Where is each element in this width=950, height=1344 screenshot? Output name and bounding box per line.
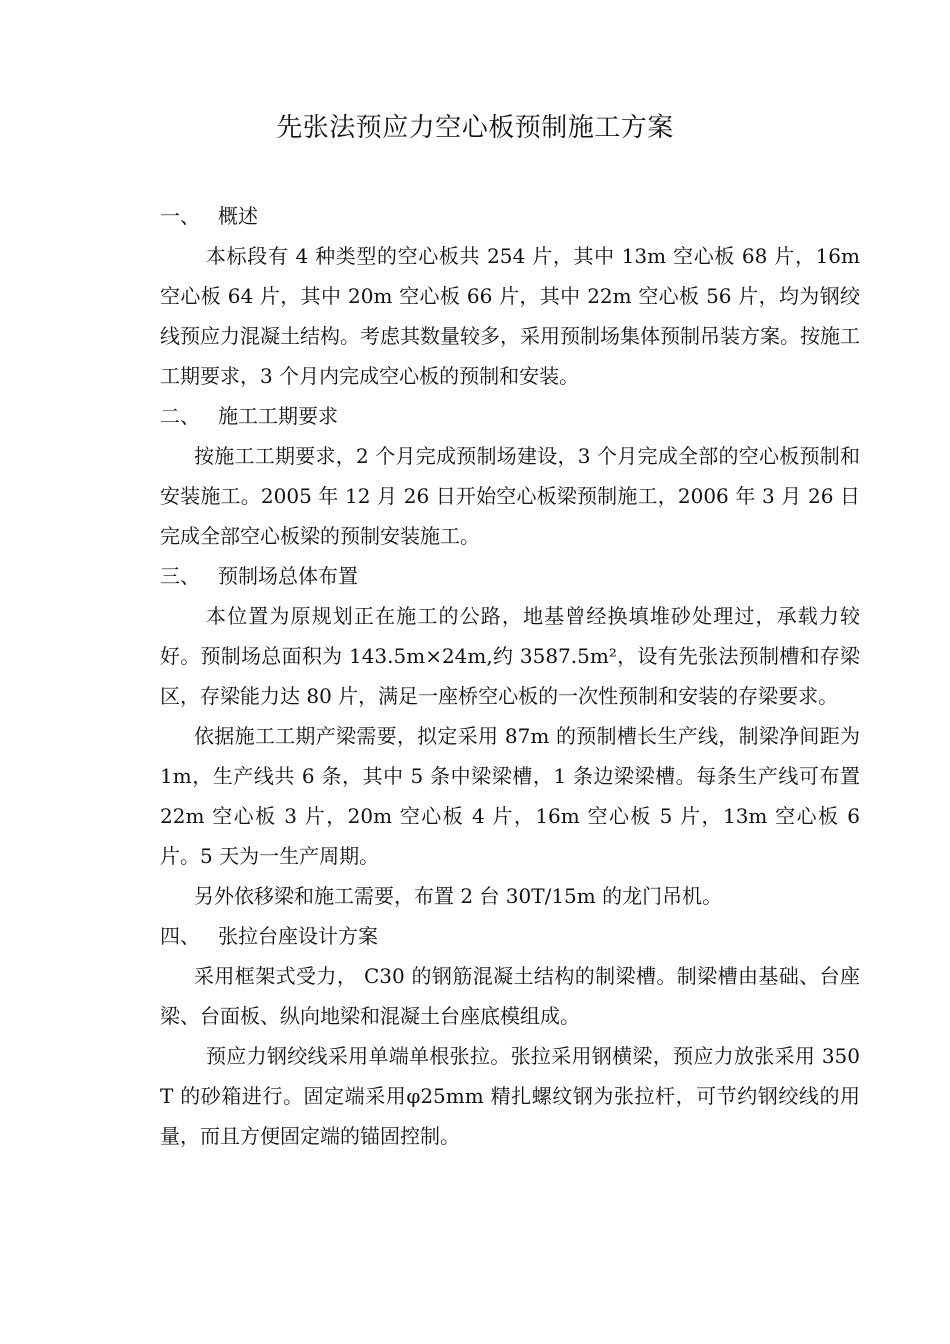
section-title: 预制场总体布置 — [218, 564, 358, 588]
paragraph: 本位置为原规划正在施工的公路，地基曾经换填堆砂处理过，承载力较好。预制场总面积为 143.5m×24m,约 3587.5m²，设有先张法预制槽和存梁区，存梁能力达 80 片，满足一座桥空心板的一次性预制和安装的存梁要求。 — [160, 604, 860, 708]
paragraph: 本标段有 4 种类型的空心板共 254 片，其中 13m 空心板 68 片，16m 空心板 64 片，其中 20m 空心板 66 片，其中 22m 空心板 56 片，均为钢绞线预应力混凝土结构。考虑其数量较多，采用预制场集体预制吊装方案。按施工工期要求，3 个月内完成空心板的预制和安装。 — [160, 244, 860, 388]
paragraph: 预应力钢绞线采用单端单根张拉。张拉采用钢横梁，预应力放张采用 350T 的砂箱进行。固定端采用φ25mm 精扎螺纹钢为张拉杆，可节约钢绞线的用量，而且方便固定端的锚固控制。 — [160, 1044, 860, 1148]
paragraph: 采用框架式受力， C30 的钢筋混凝土结构的制梁槽。制梁槽由基础、台座梁、台面板、纵向地梁和混凝土台座底模组成。 — [160, 964, 860, 1028]
section-title: 张拉台座设计方案 — [218, 924, 378, 948]
section-number: 三、 — [160, 564, 200, 588]
paragraph: 另外依移梁和施工需要，布置 2 台 30T/15m 的龙门吊机。 — [194, 884, 723, 908]
section-number: 四、 — [160, 924, 200, 948]
section-title: 概述 — [218, 204, 258, 228]
paragraph: 按施工工期要求，2 个月完成预制场建设，3 个月完成全部的空心板预制和安装施工。2005 年 12 月 26 日开始空心板梁预制施工，2006 年 3 月 26 日完成全部空心板梁的预制安装施工。 — [160, 444, 860, 548]
section-title: 施工工期要求 — [218, 404, 338, 428]
section-number: 二、 — [160, 404, 200, 428]
section-heading-layout — [160, 556, 860, 596]
document-body — [160, 196, 860, 1156]
section-number: 一、 — [160, 204, 200, 228]
section-heading-overview — [160, 196, 860, 236]
document-title: 先张法预应力空心板预制施工方案 — [276, 113, 674, 143]
section-heading-pedestal-design — [160, 916, 860, 956]
paragraph: 依据施工工期产梁需要，拟定采用 87m 的预制槽长生产线，制梁净间距为 1m，生产线共 6 条，其中 5 条中梁梁槽，1 条边梁梁槽。每条生产线可布置 22m 空心板 3 片，20m 空心板 4 片，16m 空心板 5 片，13m 空心板 6 片。5 天为一生产周期。 — [160, 724, 860, 868]
section-heading-schedule — [160, 396, 860, 436]
